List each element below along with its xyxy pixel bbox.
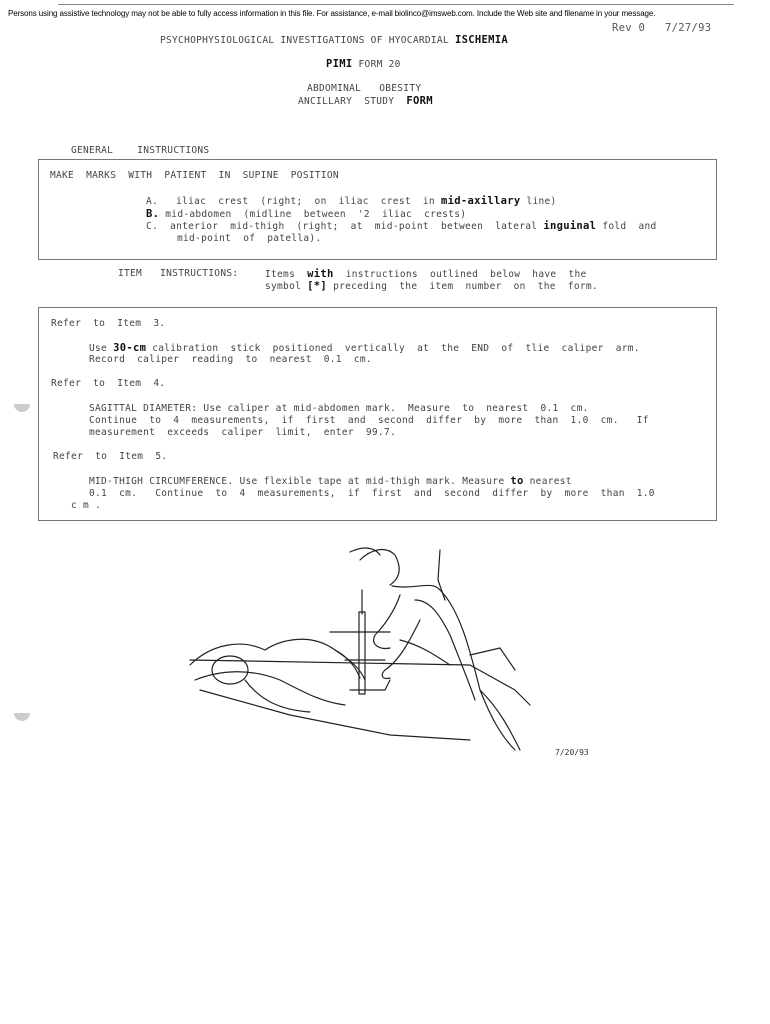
item5-line1: [89, 475, 572, 487]
mark-a-label: A.: [146, 196, 159, 207]
mark-a-text: iliac crest (right; on iliac crest in: [176, 196, 435, 207]
mark-a-end: line): [526, 196, 557, 207]
title-text: PSYCHOPHYSIOLOGICAL INVESTIGATIONS OF HYOCARDIAL: [160, 35, 449, 46]
mark-c-bold: inguinal: [543, 220, 597, 232]
mark-c: [146, 220, 657, 232]
title-bold: ISCHEMIA: [454, 34, 508, 46]
subtitle-line1: ABDOMINAL OBESITY: [307, 83, 422, 94]
item5-b: nearest: [529, 476, 572, 487]
item-instructions-line1: [265, 268, 586, 280]
item-instructions-line2: [265, 280, 598, 292]
ii-line2-b: preceding the item number on the form.: [333, 281, 598, 292]
item3-line1: [89, 342, 640, 354]
scan-edge-mark: [14, 713, 30, 721]
item4-line3: measurement exceeds caliper limit, enter 99.7.: [89, 427, 396, 438]
item4-line2: Continue to 4 measurements, if first and second differ by more than 1.0 cm. If: [89, 415, 649, 426]
refer-item-4: Refer to Item 4.: [51, 378, 166, 389]
signature-date: 7/20/93: [555, 748, 589, 757]
form-bold: PIMI: [326, 58, 353, 70]
form-number: [326, 58, 401, 70]
ii-line1-b: instructions outlined below have the: [345, 269, 587, 280]
accessibility-notice: Persons using assistive technology may not be able to fully access information in this file. For assistance, e-mail biolinco@imsweb.com. Include the Web site and filename in your message.: [8, 9, 656, 18]
ii-line1-bold: with: [307, 268, 334, 280]
item5-bold: to: [510, 475, 524, 487]
item5-line3: c m .: [71, 500, 102, 511]
mark-c-line2: mid-point of patella).: [177, 233, 322, 244]
page-title: [160, 34, 508, 46]
item3-b: calibration stick positioned vertically at the END of tlie caliper arm.: [152, 343, 640, 354]
mark-b-text: mid-abdomen (midline between '2 iliac crests): [165, 209, 467, 220]
scan-edge-mark: [14, 404, 30, 412]
item5-line2: 0.1 cm. Continue to 4 measurements, if first and second differ by more than 1.0: [89, 488, 655, 499]
subtitle-bold: FORM: [406, 95, 433, 107]
mark-b: [146, 208, 466, 220]
refer-item-3: Refer to Item 3.: [51, 318, 166, 329]
mark-c-label: C.: [146, 221, 159, 232]
mark-a: [146, 195, 557, 207]
item3-bold: 30-cm: [113, 342, 147, 354]
item5-a: MID-THIGH CIRCUMFERENCE. Use flexible tape at mid-thigh mark. Measure: [89, 476, 505, 487]
make-marks: MAKE MARKS WITH PATIENT IN SUPINE POSITION: [50, 170, 339, 181]
mark-a-bold: mid-axillary: [440, 195, 521, 207]
mark-b-label: B.: [146, 208, 160, 220]
mark-c-text: anterior mid-thigh (right; at mid-point between lateral: [170, 221, 538, 232]
item3-line2: Record caliper reading to nearest 0.1 cm.: [89, 354, 372, 365]
subtitle-prefix: ANCILLARY STUDY: [298, 96, 395, 107]
item3-a: Use: [89, 343, 108, 354]
subtitle-line2: [298, 95, 433, 107]
ii-line2-a: symbol: [265, 281, 302, 292]
form-rest: FORM 20: [358, 59, 401, 70]
mark-c-end: fold and: [602, 221, 657, 232]
revision-label: Rev 0 7/27/93: [612, 22, 712, 34]
caliper-illustration: [170, 540, 610, 765]
top-rule: [58, 4, 734, 5]
ii-line1-a: Items: [265, 269, 296, 280]
refer-item-5: Refer to Item 5.: [53, 451, 168, 462]
item-instructions-label: ITEM INSTRUCTIONS:: [118, 268, 239, 279]
general-heading: GENERAL INSTRUCTIONS: [71, 145, 210, 156]
ii-line2-bold: [*]: [307, 280, 328, 292]
item4-line1: SAGITTAL DIAMETER: Use caliper at mid-abdomen mark. Measure to nearest 0.1 cm.: [89, 403, 589, 414]
